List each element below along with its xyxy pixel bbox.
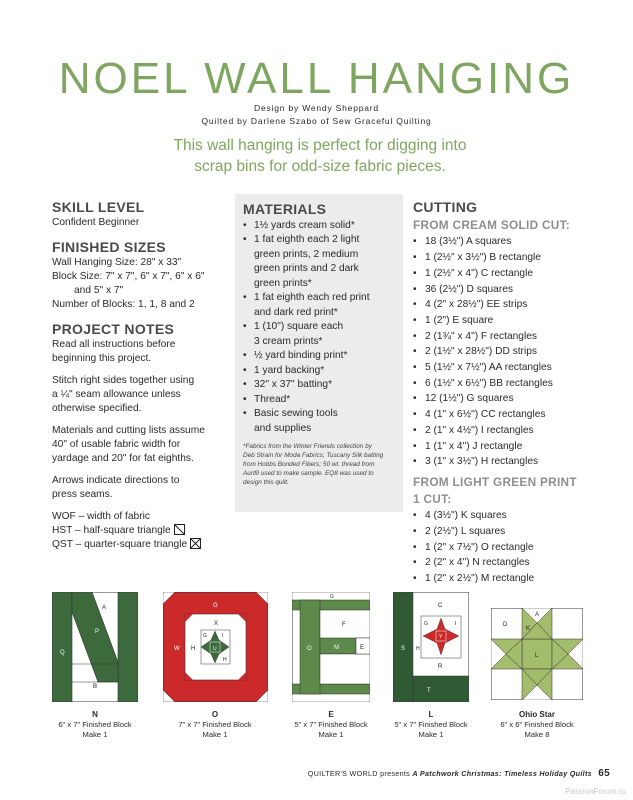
block-label: S: [401, 646, 406, 652]
note-line: Arrows indicate directions to: [52, 475, 180, 486]
block-size: 6" x 6" Finished Block: [500, 720, 574, 729]
credits: [0, 102, 633, 128]
block-o-diagram: [163, 592, 268, 702]
block-label: C: [438, 603, 443, 609]
cut-item: • 6 (1½" x 6½") BB rectangles: [413, 376, 623, 392]
cut-item: • 12 (1½") G squares: [413, 391, 623, 407]
material-item-cont: 3 cream prints*: [254, 335, 323, 347]
block-make: Make 1: [318, 730, 344, 739]
hst-label: HST – half-square triangle: [52, 525, 171, 536]
magazine-name: QUILTER'S WORLD: [307, 769, 378, 778]
block-name: N: [92, 710, 98, 719]
note-paragraph: [52, 424, 232, 466]
material-item-cont: and supplies: [254, 422, 312, 434]
block-label: T: [427, 688, 431, 694]
cut-item: • 2 (1½" x 28½") DD strips: [413, 344, 623, 360]
block-label: P: [95, 629, 100, 635]
block-make: Make 1: [82, 730, 108, 739]
material-item-cont: green prints*: [254, 277, 312, 289]
material-item: • 1 fat eighth each red print: [243, 291, 395, 306]
block-n-caption: [40, 710, 150, 740]
block-label: G: [203, 633, 207, 639]
block-label: E: [360, 645, 365, 651]
book-title: A Patchwork Christmas: Timeless Holiday Quilts: [412, 769, 592, 778]
block-make: Make 1: [418, 730, 444, 739]
material-item: • ½ yard binding print*: [243, 349, 395, 364]
cutting-heading: CUTTING: [413, 199, 478, 215]
block-l-caption: [376, 710, 486, 740]
cut-item: • 3 (1" x 3½") H rectangles: [413, 454, 623, 470]
materials-note: [243, 442, 395, 487]
material-item-cont: and dark red print*: [254, 306, 338, 318]
cut-item: • 4 (2" x 28½") EE strips: [413, 297, 623, 313]
block-label: F: [342, 622, 346, 628]
block-label: G: [424, 621, 428, 627]
material-item: • 1 yard backing*: [243, 364, 395, 379]
material-item-cont: green prints, 2 medium: [254, 248, 359, 260]
block-label: L: [535, 653, 539, 659]
note-line: otherwise specified.: [52, 403, 142, 414]
block-l-diagram: [393, 592, 469, 702]
block-label: H: [416, 646, 420, 652]
cut-item: • 1 (2½" x 4") C rectangle: [413, 266, 623, 282]
materials-heading: MATERIALS: [243, 201, 327, 217]
note-line: *Fabrics from the Winter Friends collection by: [243, 443, 372, 450]
note-paragraph: [52, 338, 232, 366]
hst-icon: [174, 524, 185, 535]
watermark: PassionForum.ru: [565, 787, 626, 796]
note-line: Read all instructions before: [52, 339, 176, 350]
block-label: D: [503, 622, 508, 628]
wof-abbrev: WOF – width of fabric: [52, 511, 150, 522]
block-name: E: [328, 710, 334, 719]
block-label: A: [102, 605, 107, 611]
cut-item: • 4 (1" x 6½") CC rectangles: [413, 407, 623, 423]
block-label: H: [191, 646, 196, 652]
quilted-credit: Quilted by Darlene Szabo of Sew Graceful Quilting: [201, 116, 432, 126]
cut-item: • 1 (2½" x 3½") B rectangle: [413, 250, 623, 266]
block-label: U: [213, 646, 217, 652]
block-e-caption: [276, 710, 386, 740]
subtitle-line: This wall hanging is perfect for digging into: [173, 137, 467, 154]
block-label: M: [334, 645, 339, 651]
note-line: press seams.: [52, 489, 113, 500]
block-e-diagram: [292, 592, 370, 702]
green-cut-list: [413, 508, 623, 587]
materials-box: [235, 194, 403, 512]
materials-list: [243, 219, 395, 437]
qst-label: QST – quarter-square triangle: [52, 539, 188, 550]
block-label: G: [213, 603, 218, 609]
cut-item: • 18 (3½") A squares: [413, 234, 623, 250]
cut-item: • 1 (2" x 7½") O rectangle: [413, 540, 623, 556]
material-item: • Thread*: [243, 393, 395, 408]
block-label: O: [307, 646, 312, 652]
sizes-heading: FINISHED SIZES: [52, 239, 166, 255]
block-size: 7" x 7" Finished Block: [178, 720, 252, 729]
cutting-column: [413, 200, 623, 587]
material-item: • Basic sewing tools: [243, 407, 395, 422]
note-line: beginning this project.: [52, 353, 152, 364]
note-line: yardage and 20" for fat eighths.: [52, 453, 194, 464]
subtitle: [60, 135, 580, 177]
block-make: Make 8: [524, 730, 550, 739]
presents-text: presents: [380, 769, 411, 778]
note-line: 40" of usable fabric width for: [52, 439, 181, 450]
note-line: Deb Strain for Moda Fabrics; Tuscany Silk batting: [243, 452, 384, 459]
left-column: [52, 200, 232, 552]
note-line: Aurifil used to make sample. EQ8 was used to: [243, 470, 374, 477]
note-line: Materials and cutting lists assume: [52, 425, 205, 436]
block-ohio-star-diagram: [491, 608, 583, 700]
block-label: Q: [60, 650, 65, 656]
material-item: • 32" x 37" batting*: [243, 378, 395, 393]
block-label: B: [93, 684, 98, 690]
material-item-cont: green prints and 2 dark: [254, 263, 359, 274]
notes-heading: PROJECT NOTES: [52, 321, 175, 337]
note-paragraph: [52, 474, 232, 502]
block-size-cont: and 5" x 7": [74, 285, 124, 296]
cut-item: • 4 (3½") K squares: [413, 508, 623, 524]
block-make: Make 1: [202, 730, 228, 739]
block-label: G: [330, 594, 334, 600]
wall-size: Wall Hanging Size: 28" x 33": [52, 257, 182, 268]
qst-icon: [190, 538, 201, 549]
block-size: 6" x 7" Finished Block: [58, 720, 132, 729]
block-count: Number of Blocks: 1, 1, 8 and 2: [52, 299, 195, 310]
cream-cut-list: [413, 234, 623, 470]
block-label: I: [455, 621, 457, 627]
block-n-diagram: [52, 592, 138, 702]
page-number: 65: [598, 768, 610, 779]
cut-item: • 2 (1" x 4½") I rectangles: [413, 423, 623, 439]
note-line: Stitch right sides together using: [52, 375, 195, 386]
hst-abbrev: [52, 524, 232, 538]
block-name: O: [211, 710, 219, 719]
note-line: a ¼" seam allowance unless: [52, 389, 181, 400]
page-footer: [300, 768, 610, 779]
material-item: • 1 (10") square each: [243, 320, 395, 335]
skill-heading: SKILL LEVEL: [52, 199, 145, 215]
block-label: R: [438, 664, 443, 670]
cut-item: • 1 (2") E square: [413, 313, 623, 329]
block-name: Ohio Star: [518, 710, 555, 719]
note-line: from Hobbs Bonded Fibers; 50 wt. thread from: [243, 461, 375, 468]
block-size: Block Size: 7" x 7", 6" x 7", 6" x 6": [52, 271, 205, 282]
subtitle-line: scrap bins for odd-size fabric pieces.: [194, 158, 446, 175]
cut-item: • 36 (2½") D squares: [413, 282, 623, 298]
cream-heading: FROM CREAM SOLID CUT:: [413, 217, 571, 232]
block-label: W: [174, 646, 180, 652]
block-label: K: [526, 626, 531, 632]
block-size: 5" x 7" Finished Block: [394, 720, 468, 729]
block-label: I: [222, 633, 224, 639]
skill-value: Confident Beginner: [52, 217, 140, 228]
block-label: Y: [439, 634, 443, 640]
qst-abbrev: [52, 538, 232, 552]
block-label: H: [223, 657, 227, 663]
cut-item: • 1 (2" x 2½") M rectangle: [413, 571, 623, 587]
block-label: A: [535, 612, 540, 618]
page-title: NOEL WALL HANGING: [58, 54, 575, 103]
note-line: design this quilt.: [243, 479, 289, 486]
cut-item: • 2 (1¾" x 4") F rectangles: [413, 329, 623, 345]
material-item: • 1 fat eighth each 2 light: [243, 233, 395, 248]
block-size: 5" x 7" Finished Block: [294, 720, 368, 729]
cut-item: • 5 (1½" x 7½") AA rectangles: [413, 360, 623, 376]
block-ohio-star-caption: [482, 710, 592, 740]
block-o-caption: [160, 710, 270, 740]
cut-item: • 1 (1" x 4") J rectangle: [413, 439, 623, 455]
green-heading: FROM LIGHT GREEN PRINT: [413, 474, 577, 489]
design-credit: Design by Wendy Sheppard: [254, 103, 379, 113]
block-name: L: [428, 710, 434, 719]
cut-item: • 2 (2" x 4") N rectangles: [413, 555, 623, 571]
block-label: X: [214, 621, 219, 627]
note-paragraph: [52, 374, 232, 416]
cut-item: • 2 (2½") L squares: [413, 524, 623, 540]
green-heading-cont: 1 CUT:: [413, 491, 452, 506]
material-item: • 1½ yards cream solid*: [243, 219, 395, 234]
